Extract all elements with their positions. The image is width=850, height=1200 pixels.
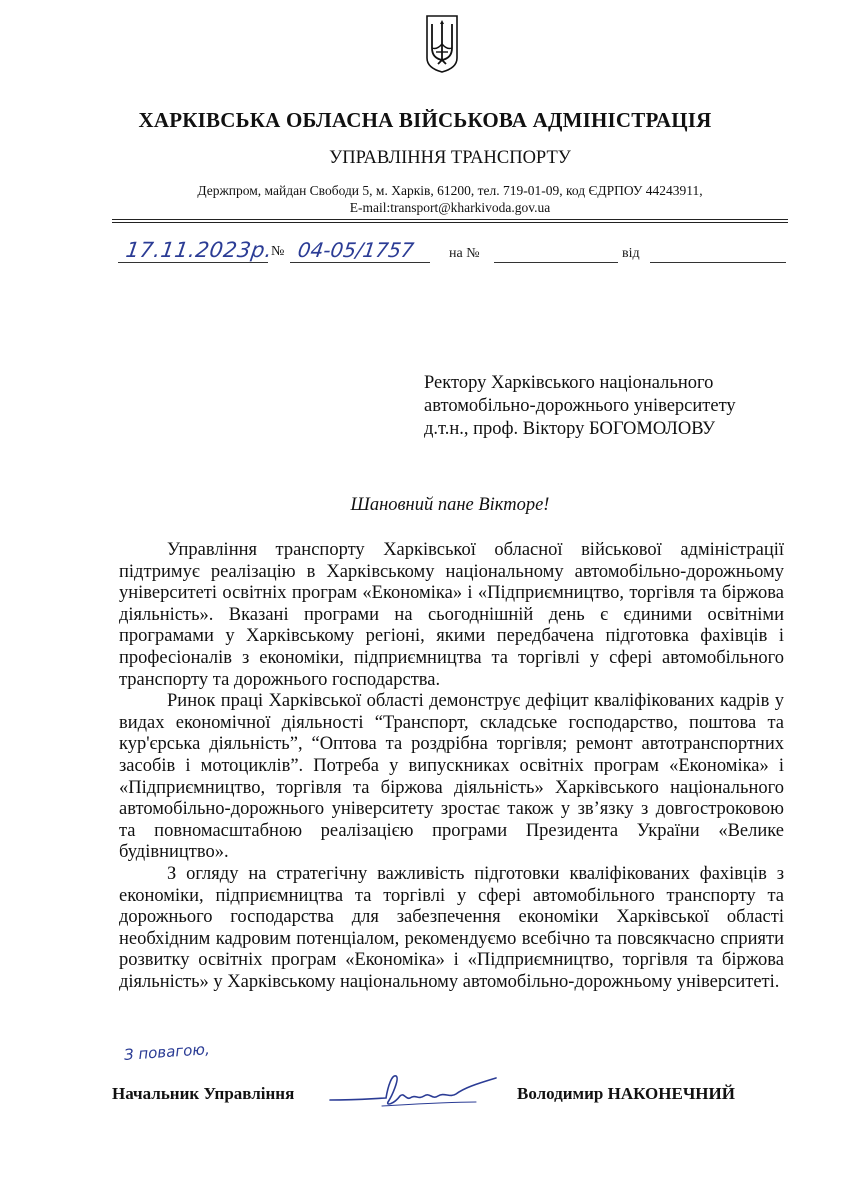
incoming-date-label: від [622,246,640,261]
body-paragraph: Управління транспорту Харківської обласної військової адміністрації підтримує реалізацію в Харківському національному автомобільно-дорожньому університеті освітніх програм «Економіка» і «Підприємництво, торгівля та біржова діяльність». Вказані програми на сьогоднішній день є єдиними освітніми програмами у Харківському регіоні, якими передбачена підготовка фахівців і професіоналів з економіки, підприємництва та торгівлі у сфері автомобільного транспорту та дорожнього господарства. [119,540,784,690]
header-divider-thin [112,222,788,223]
incoming-number-field [494,262,618,263]
letter-body [119,540,784,993]
email-line: E-mail:transport@kharkivoda.gov.ua [349,200,551,215]
handwritten-signature-icon [326,1066,506,1114]
recipient-line: д.т.н., проф. Віктору БОГОМОЛОВУ [424,419,716,439]
recipient-line: Ректору Харківського національного [424,373,714,393]
number-underline [290,262,430,263]
header-divider [112,219,788,220]
handwritten-note: З повагою, [123,1040,211,1064]
address-line: Держпром, майдан Свободи 5, м. Харків, 61200, тел. 719-01-09, код ЄДРПОУ 44243911, [197,183,703,198]
signatory-name: Володимир НАКОНЕЧНИЙ [517,1084,735,1103]
address-block [0,182,850,216]
date-underline [118,262,268,263]
number-mark: № [271,244,285,259]
signatory-title: Начальник Управління [112,1084,295,1103]
recipient-block [424,372,736,441]
registration-date: 17.11.2023р. [124,238,274,262]
registration-number: 04-05/1757 [296,238,416,262]
organization-name: ХАРКІВСЬКА ОБЛАСНА ВІЙСЬКОВА АДМІНІСТРАЦІЯ [138,108,712,132]
greeting: Шановний пане Вікторе! [350,495,550,515]
incoming-number-label: на № [449,246,480,261]
incoming-date-field [650,262,786,263]
trident-emblem-icon [423,14,461,74]
body-paragraph: З огляду на стратегічну важливість підготовки кваліфікованих фахівців з економіки, підприємництва та торгівлі у сфері автомобільного транспорту та дорожнього господарства для забезпечення економіки Харківської області необхідним кадровим потенціалом, рекомендуємо всебічно та повсякчасно сприяти розвитку освітніх програм «Економіка» і «Підприємництво, торгівля та біржова діяльність» у Харківському національному автомобільно-дорожньому університеті. [119,863,784,992]
recipient-line: автомобільно-дорожнього університету [424,396,736,416]
body-paragraph: Ринок праці Харківської області демонструє дефіцит кваліфікованих кадрів у видах економічної діяльності “Транспорт, складське господарство, поштова та кур'єрська діяльність”, “Оптова та роздрібна торгівля; ремонт автотранспортних засобів і мотоциклів”. Потреба у випускниках освітніх програм «Економіка» і «Підприємництво, торгівля та біржова діяльність» Харківського національного автомобільно-дорожнього університету зростає також у зв’язку з довгостроковою та повномасштабною реалізацією програми Президента України «Велике будівництво». [119,691,784,863]
department-name: УПРАВЛІННЯ ТРАНСПОРТУ [329,148,571,168]
